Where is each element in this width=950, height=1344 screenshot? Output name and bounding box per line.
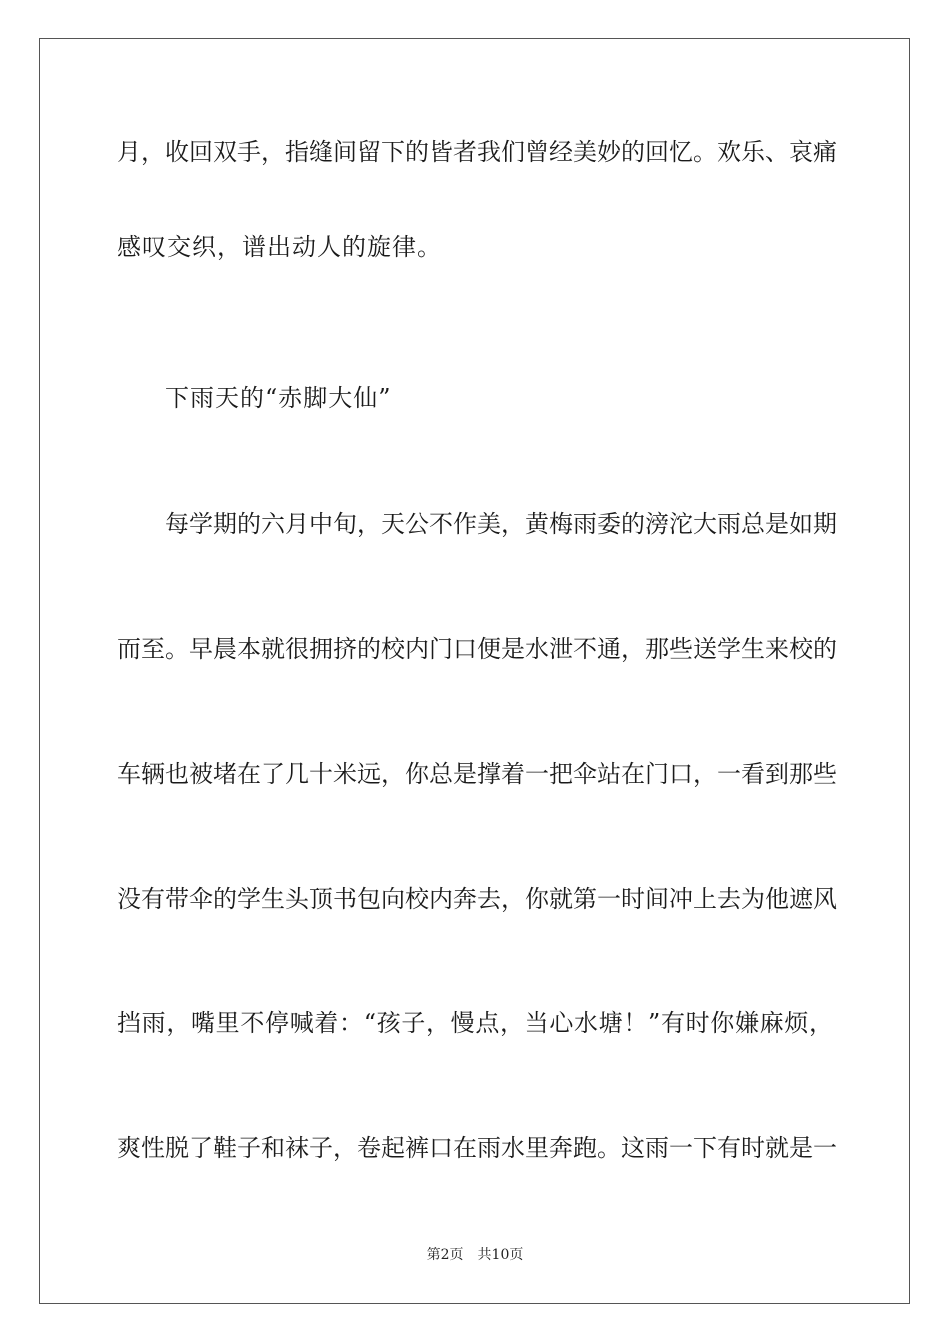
page-total: 共10页 [477,1247,524,1263]
body-line-5: 车辆也被堵在了几十米远，你总是撑着一把伞站在门口，一看到那些 [117,760,837,788]
body-line-1: 月，收回双手，指缝间留下的皆者我们曾经美妙的回忆。欢乐、哀痛 [117,138,837,166]
body-line-4: 而至。早晨本就很拥挤的校内门口便是水泄不通，那些送学生来校的 [117,635,837,663]
body-line-7: 挡雨，嘴里不停喊着：“孩子，慢点，当心水塘！”有时你嫌麻烦， [117,1009,833,1037]
body-line-3: 每学期的六月中旬，天公不作美，黄梅雨委的滂沱大雨总是如期 [165,510,837,538]
body-line-2: 感叹交织，谱出动人的旋律。 [117,233,442,261]
body-line-6: 没有带伞的学生头顶书包向校内奔去，你就第一时间冲上去为他遮风 [117,885,837,913]
page-number: 第2页 [426,1247,464,1263]
page-footer [0,1246,950,1264]
section-heading: 下雨天的“赤脚大仙” [165,384,392,412]
body-line-8: 爽性脱了鞋子和袜子，卷起裤口在雨水里奔跑。这雨一下有时就是一 [117,1134,837,1162]
page-border [39,38,910,1304]
